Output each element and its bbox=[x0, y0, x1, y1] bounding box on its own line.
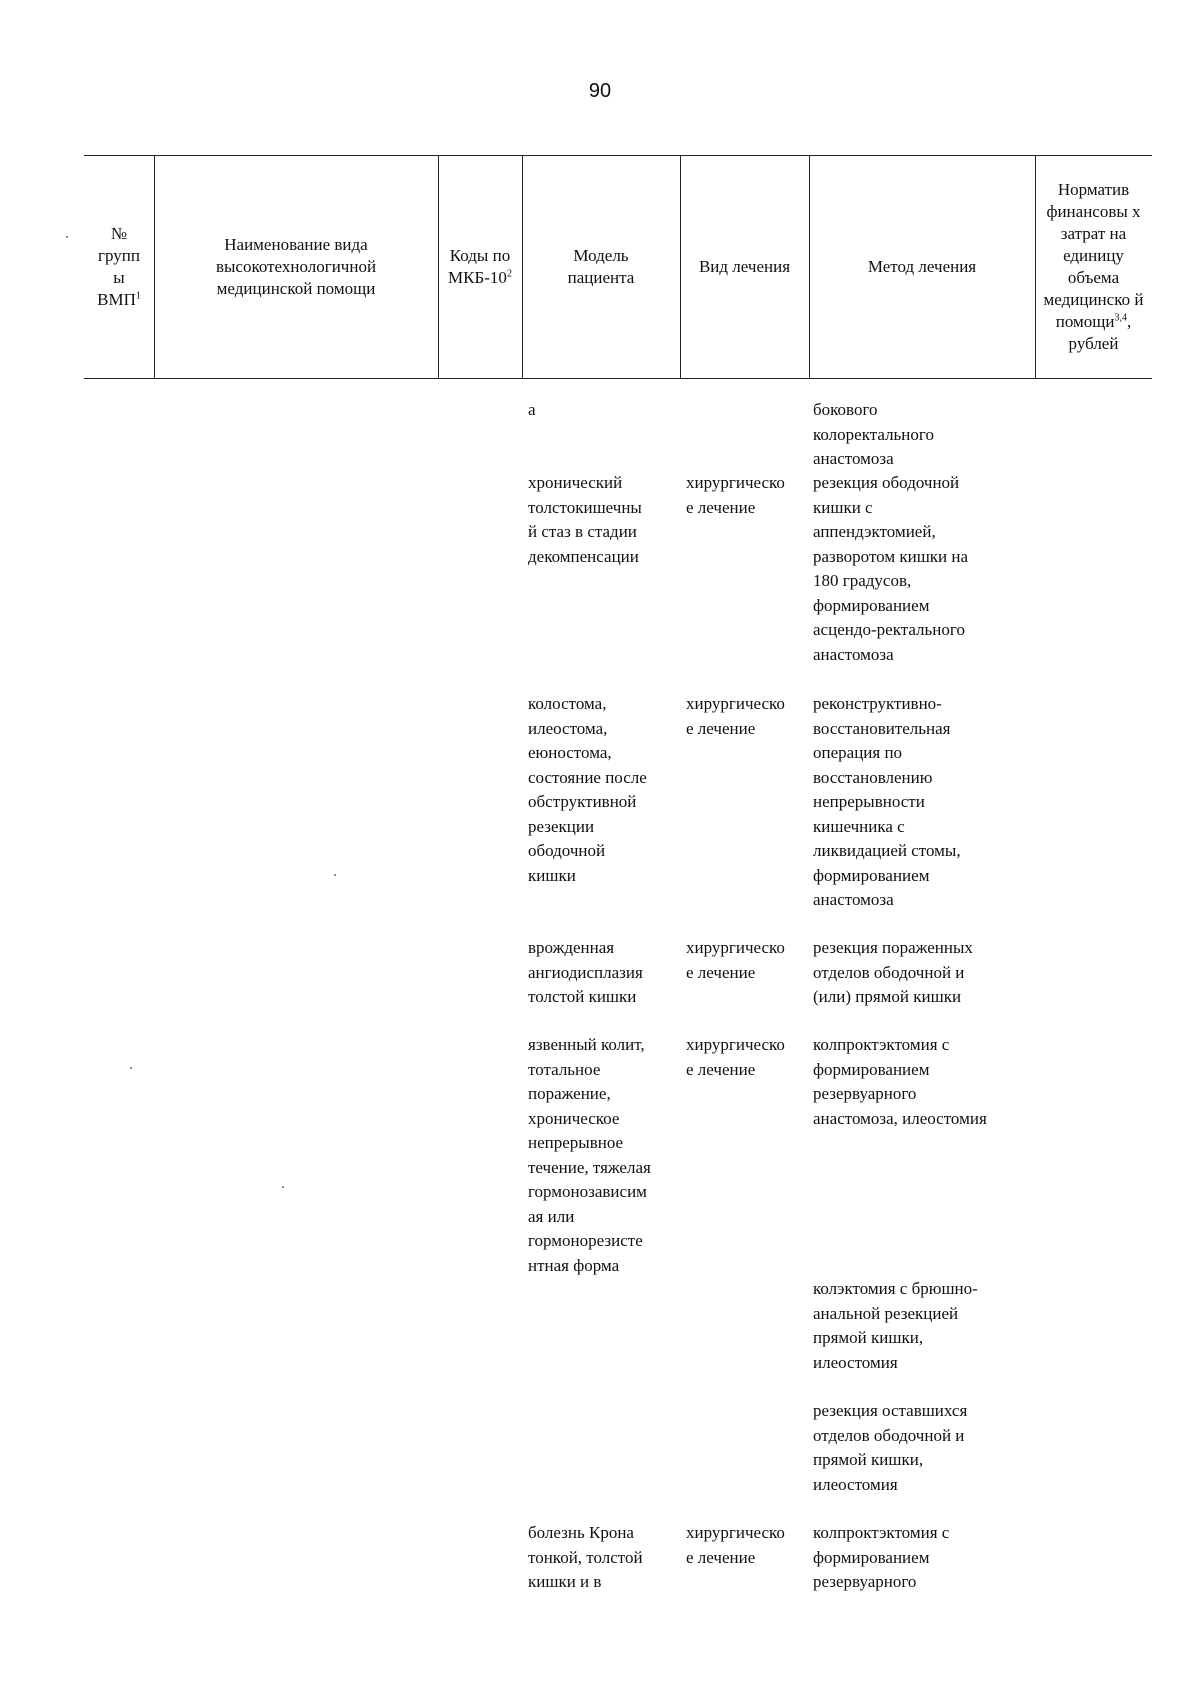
treatment-type-cell: хирургическо е лечение bbox=[686, 1523, 785, 1567]
header-group-number-sup: 1 bbox=[135, 290, 141, 302]
scan-speck bbox=[334, 874, 336, 876]
treatment-type-cell: хирургическо е лечение bbox=[686, 938, 785, 982]
header-group-number-text: № групп ы ВМП bbox=[97, 224, 140, 309]
treatment-method-cell: резекция оставшихся отделов ободочной и прямой кишки, илеостомия bbox=[813, 1401, 968, 1494]
treatment-type-cell: хирургическо е лечение bbox=[686, 473, 785, 517]
header-cost-norm-tail: , рублей bbox=[1068, 312, 1132, 353]
treatment-method-cell: колпроктэктомия с формированием резервуарного bbox=[813, 1523, 950, 1591]
header-cost-norm-sup: 3,4 bbox=[1114, 312, 1127, 324]
treatment-method-cell: бокового колоректального анастомоза bbox=[813, 400, 934, 468]
scan-speck bbox=[66, 236, 68, 238]
header-care-type-name-text: Наименование вида высокотехнологичной медицинской помощи bbox=[215, 235, 377, 298]
patient-model-cell: болезнь Крона тонкой, толстой кишки и в bbox=[528, 1523, 643, 1591]
header-group-number bbox=[84, 156, 154, 378]
treatment-method-cell: колэктомия с брюшно- анальной резекцией прямой кишки, илеостомия bbox=[813, 1279, 978, 1372]
scan-speck bbox=[130, 1067, 132, 1069]
header-treatment-type-text: Вид лечения bbox=[698, 257, 791, 276]
scan-speck bbox=[282, 1186, 284, 1188]
header-treatment-method bbox=[809, 156, 1035, 378]
table-header bbox=[84, 155, 1152, 379]
header-cost-norm bbox=[1035, 156, 1152, 378]
header-icd-codes bbox=[438, 156, 522, 378]
patient-model-cell: язвенный колит, тотальное поражение, хроническое непрерывное течение, тяжелая гормонозависим ая или гормонорезисте нтная форма bbox=[528, 1035, 651, 1275]
patient-model-cell: а bbox=[528, 400, 536, 419]
header-treatment-type bbox=[680, 156, 809, 378]
treatment-type-cell: хирургическо е лечение bbox=[686, 1035, 785, 1079]
header-care-type-name bbox=[154, 156, 438, 378]
treatment-method-cell: резекция ободочной кишки с аппендэктомией, разворотом кишки на 180 градусов, формированием асцендо-ректального анастомоза bbox=[813, 473, 969, 664]
patient-model-cell: колостома, илеостома, еюностома, состояние после обструктивной резекции ободочной кишки bbox=[528, 694, 647, 885]
treatment-method-cell: колпроктэктомия с формированием резервуарного анастомоза, илеостомия bbox=[813, 1035, 987, 1128]
treatment-method-cell: реконструктивно- восстановительная операция по восстановлению непрерывности кишечника с ликвидацией стомы, формированием анастомоза bbox=[813, 694, 961, 909]
patient-model-cell: врожденная ангиодисплазия толстой кишки bbox=[528, 938, 643, 1006]
treatment-type-cell: хирургическо е лечение bbox=[686, 694, 785, 738]
header-patient-model bbox=[522, 156, 680, 378]
treatment-method-cell: резекция пораженных отделов ободочной и (или) прямой кишки bbox=[813, 938, 973, 1006]
header-icd-codes-text: Коды по МКБ-10 bbox=[448, 246, 511, 287]
patient-model-cell: хронический толстокишечны й стаз в стадии декомпенсации bbox=[528, 473, 642, 566]
header-treatment-method-text: Метод лечения bbox=[867, 257, 977, 276]
header-icd-codes-sup: 2 bbox=[506, 268, 512, 280]
header-patient-model-text: Модель пациента bbox=[567, 246, 635, 287]
header-cost-norm-text: Норматив финансовы х затрат на единицу объема медицинско й помощи bbox=[1043, 180, 1144, 331]
page-number: 90 bbox=[588, 80, 612, 102]
